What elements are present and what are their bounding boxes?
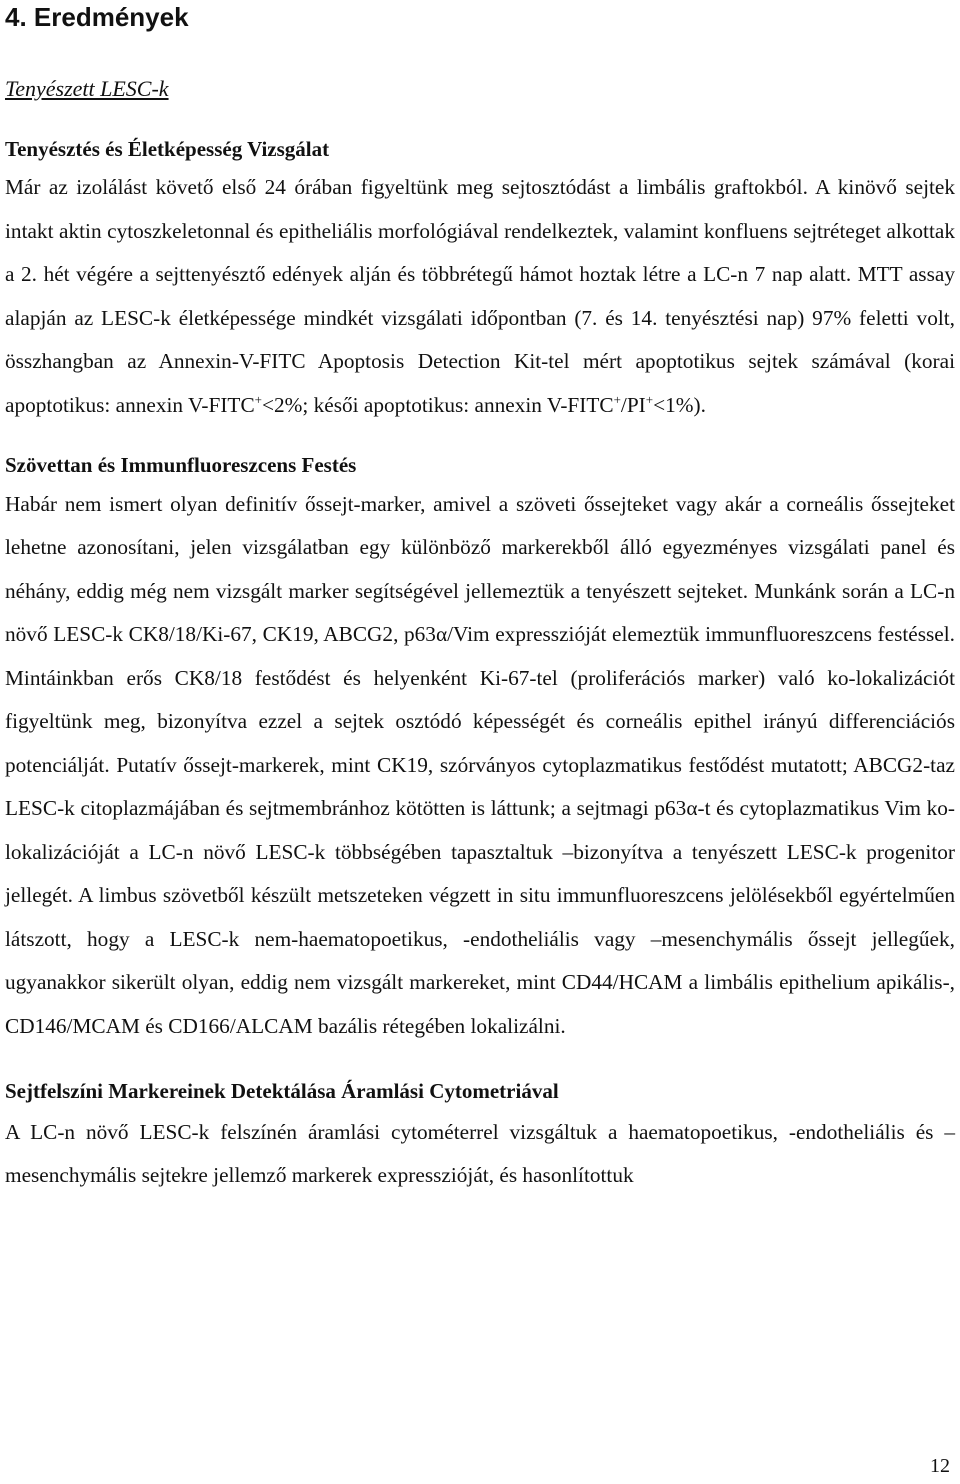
body-text: /PI bbox=[620, 392, 646, 417]
subsection-title: Tenyészett LESC-k bbox=[5, 76, 169, 101]
section-heading-histology: Szövettan és Immunfluoreszcens Festés bbox=[5, 452, 357, 477]
document-page bbox=[5, 0, 955, 1197]
body-text: <1%). bbox=[653, 392, 706, 417]
chapter-title: 4. Eredmények bbox=[5, 2, 189, 32]
superscript: + bbox=[254, 391, 262, 407]
section-heading-flow-cytometry: Sejtfelszíni Markereinek Detektálása Áramlási Cytometriával bbox=[5, 1079, 559, 1104]
body-text: <2%; késői apoptotikus: annexin V-FITC bbox=[262, 392, 614, 417]
body-text: Már az izolálást követő első 24 órában figyeltünk meg sejtosztódást a limbális graftokból. A kinövő sejtek intakt aktin cytoszkeletonnal és epitheliális morfológiával rendelkeztek, valamint konfluens sejtréteget alkottak a 2. hét végére a sejttenyésztő edények alján és többrétegű hámot hoztak létre a LC-n 7 nap alatt. MTT assay alapján az LESC-k életképessége mindkét vizsgálati időpontban (7. és 14. tenyésztési nap) 97% feletti volt, összhangban az Annexin-V-FITC Apoptosis Detection Kit-tel mért apoptotikus sejtek számával (korai apoptotikus: annexin V-FITC bbox=[5, 175, 955, 417]
page-number: 12 bbox=[930, 1455, 950, 1477]
section-body-culture bbox=[5, 166, 955, 428]
superscript: + bbox=[613, 391, 621, 407]
superscript: + bbox=[645, 391, 654, 407]
section-heading-culture: Tenyésztés és Életképesség Vizsgálat bbox=[5, 137, 330, 161]
section-body-histology: Habár nem ismert olyan definitív őssejt-marker, amivel a szöveti őssejteket vagy akár a corneális őssejteket lehetne azonosítani, jelen vizsgálatban egy különböző markerekből álló egyezményes vizsgálati panel és néhány, eddig még nem vizsgált marker segítségével jellemeztük a tenyészett sejteket. Munkánk során a LC-n növő LESC-k CK8/18/Ki-67, CK19, ABCG2, p63α/Vim expresszióját elemeztük immunfluoreszcens festéssel. Mintáinkban erős CK8/18 festődést és helyenként Ki-67-tel (proliferációs marker) való ko-lokalizációt figyeltünk meg, bizonyítva ezzel a sejtek osztódó képességét és corneális epithel irányú differenciációs potenciálját. Putatív őssejt-markerek, mint CK19, szórványos cytoplazmatikus festődést mutatott; ABCG2-taz LESC-k citoplazmájában és sejtmembránhoz kötötten is láttunk; a sejtmagi p63α-t és cytoplazmatikus Vim ko-lokalizációját a LC-n növő LESC-k többségében tapasztaltuk –bizonyítva a tenyészett LESC-k progenitor jellegét. A limbus szövetből készült metszeteken végzett in situ immunfluoreszcens jelölésekből egyértelműen látszott, hogy a LESC-k nem-haematopoetikus, -endotheliális vagy –mesenchymális őssejt jellegűek, ugyanakkor sikerült olyan, eddig nem vizsgált markereket, mint CD44/HCAM a limbális epithelium apikális-, CD146/MCAM és CD166/ALCAM bazális rétegében lokalizálni. bbox=[5, 491, 955, 1038]
section-body-flow-cytometry: A LC-n növő LESC-k felszínén áramlási cytométerrel vizsgáltuk a haematopoetikus, -endotheliális és –mesenchymális sejtekre jellemző markerek expresszióját, és hasonlítottuk bbox=[5, 1120, 955, 1188]
